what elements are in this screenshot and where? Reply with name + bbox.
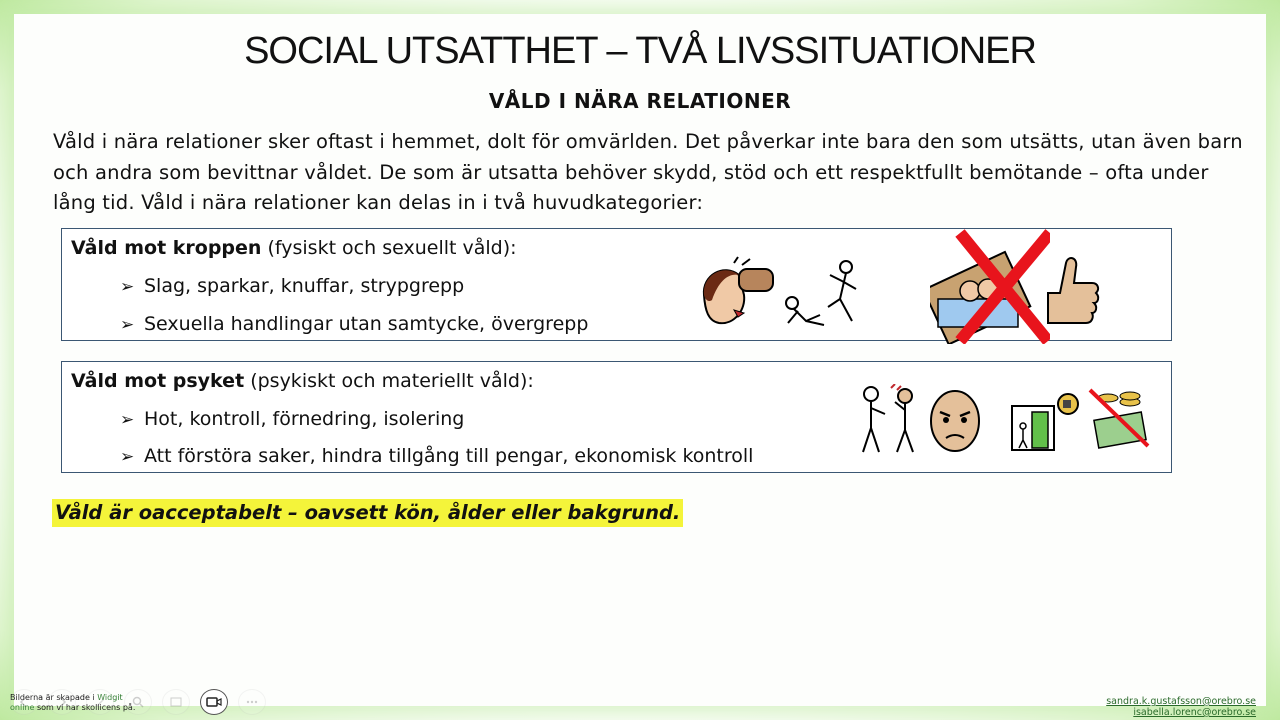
presentation-toolbar bbox=[10, 689, 266, 713]
slides-icon[interactable] bbox=[162, 689, 190, 715]
slide-subtitle: VÅLD I NÄRA RELATIONER bbox=[488, 89, 792, 113]
widgit-link[interactable]: Widgit bbox=[97, 693, 123, 702]
more-icon[interactable] bbox=[238, 689, 266, 715]
list-item-text: Att förstöra saker, hindra tillgång till pengar, ekonomisk kontroll bbox=[144, 445, 754, 467]
bed-crossed-pictogram-icon bbox=[930, 229, 1050, 344]
email-link[interactable]: isabella.lorenc@orebro.se bbox=[1133, 707, 1256, 718]
box-heading-rest: (fysiskt och sexuellt våld): bbox=[261, 237, 517, 259]
email-link[interactable]: sandra.k.gustafsson@orebro.se bbox=[1106, 696, 1256, 707]
angry-face-icon bbox=[928, 388, 982, 454]
box-heading bbox=[71, 237, 517, 259]
camera-icon[interactable] bbox=[200, 689, 228, 715]
psychological-violence-box bbox=[61, 361, 1172, 473]
list-item-text: Slag, sparkar, knuffar, strypgrepp bbox=[144, 275, 465, 297]
thumbs-up-pictogram-icon bbox=[1042, 253, 1102, 333]
physical-violence-box bbox=[61, 228, 1172, 341]
box-heading-rest: (psykiskt och materiellt våld): bbox=[244, 370, 534, 392]
threat-pictogram-icon bbox=[857, 384, 927, 456]
forward-icon[interactable] bbox=[48, 689, 76, 715]
bullet-arrow-icon: ➢ bbox=[120, 277, 135, 297]
no-money-icon bbox=[1086, 386, 1152, 450]
punch-pictogram-icon bbox=[694, 255, 784, 335]
box-heading bbox=[71, 370, 534, 392]
widgit-online-link[interactable]: online bbox=[10, 703, 35, 712]
list-item bbox=[120, 408, 464, 430]
list-item-text: Sexuella handlingar utan samtycke, övergrepp bbox=[144, 313, 589, 335]
highlight-callout: Våld är oacceptabelt – oavsett kön, ålder eller bakgrund. bbox=[52, 499, 683, 527]
credit-text: som vi har skollicens på. bbox=[34, 703, 136, 712]
credit-text: Bilderna är skapade i bbox=[10, 693, 98, 702]
back-icon[interactable] bbox=[10, 689, 38, 715]
slide-canvas bbox=[14, 14, 1266, 706]
bullet-arrow-icon: ➢ bbox=[120, 447, 135, 467]
box-heading-bold: Våld mot kroppen bbox=[71, 237, 262, 259]
list-item-text: Hot, kontroll, förnedring, isolering bbox=[144, 408, 465, 430]
zoom-icon[interactable] bbox=[124, 689, 152, 715]
list-item bbox=[120, 445, 753, 467]
bullet-arrow-icon: ➢ bbox=[120, 315, 135, 335]
kick-pictogram-icon bbox=[784, 259, 874, 334]
box-heading-bold: Våld mot psyket bbox=[71, 370, 245, 392]
pen-icon[interactable] bbox=[86, 689, 114, 715]
locked-room-icon bbox=[1010, 390, 1084, 452]
list-item bbox=[120, 313, 588, 335]
contact-emails bbox=[1106, 696, 1256, 718]
list-item bbox=[120, 275, 464, 297]
bullet-arrow-icon: ➢ bbox=[120, 410, 135, 430]
slide-title: SOCIAL UTSATTHET – TVÅ LIVSSITUATIONER bbox=[244, 30, 1036, 72]
intro-paragraph: Våld i nära relationer sker oftast i hemmet, dolt för omvärlden. Det påverkar inte bara den som utsätts, utan även barn och andra som bevittnar våldet. De som är utsatta behöver skydd, stöd och ett respektfullt bemötande – ofta under lång tid. Våld i nära relationer kan delas in i två huvudkategorier: bbox=[53, 130, 1243, 214]
